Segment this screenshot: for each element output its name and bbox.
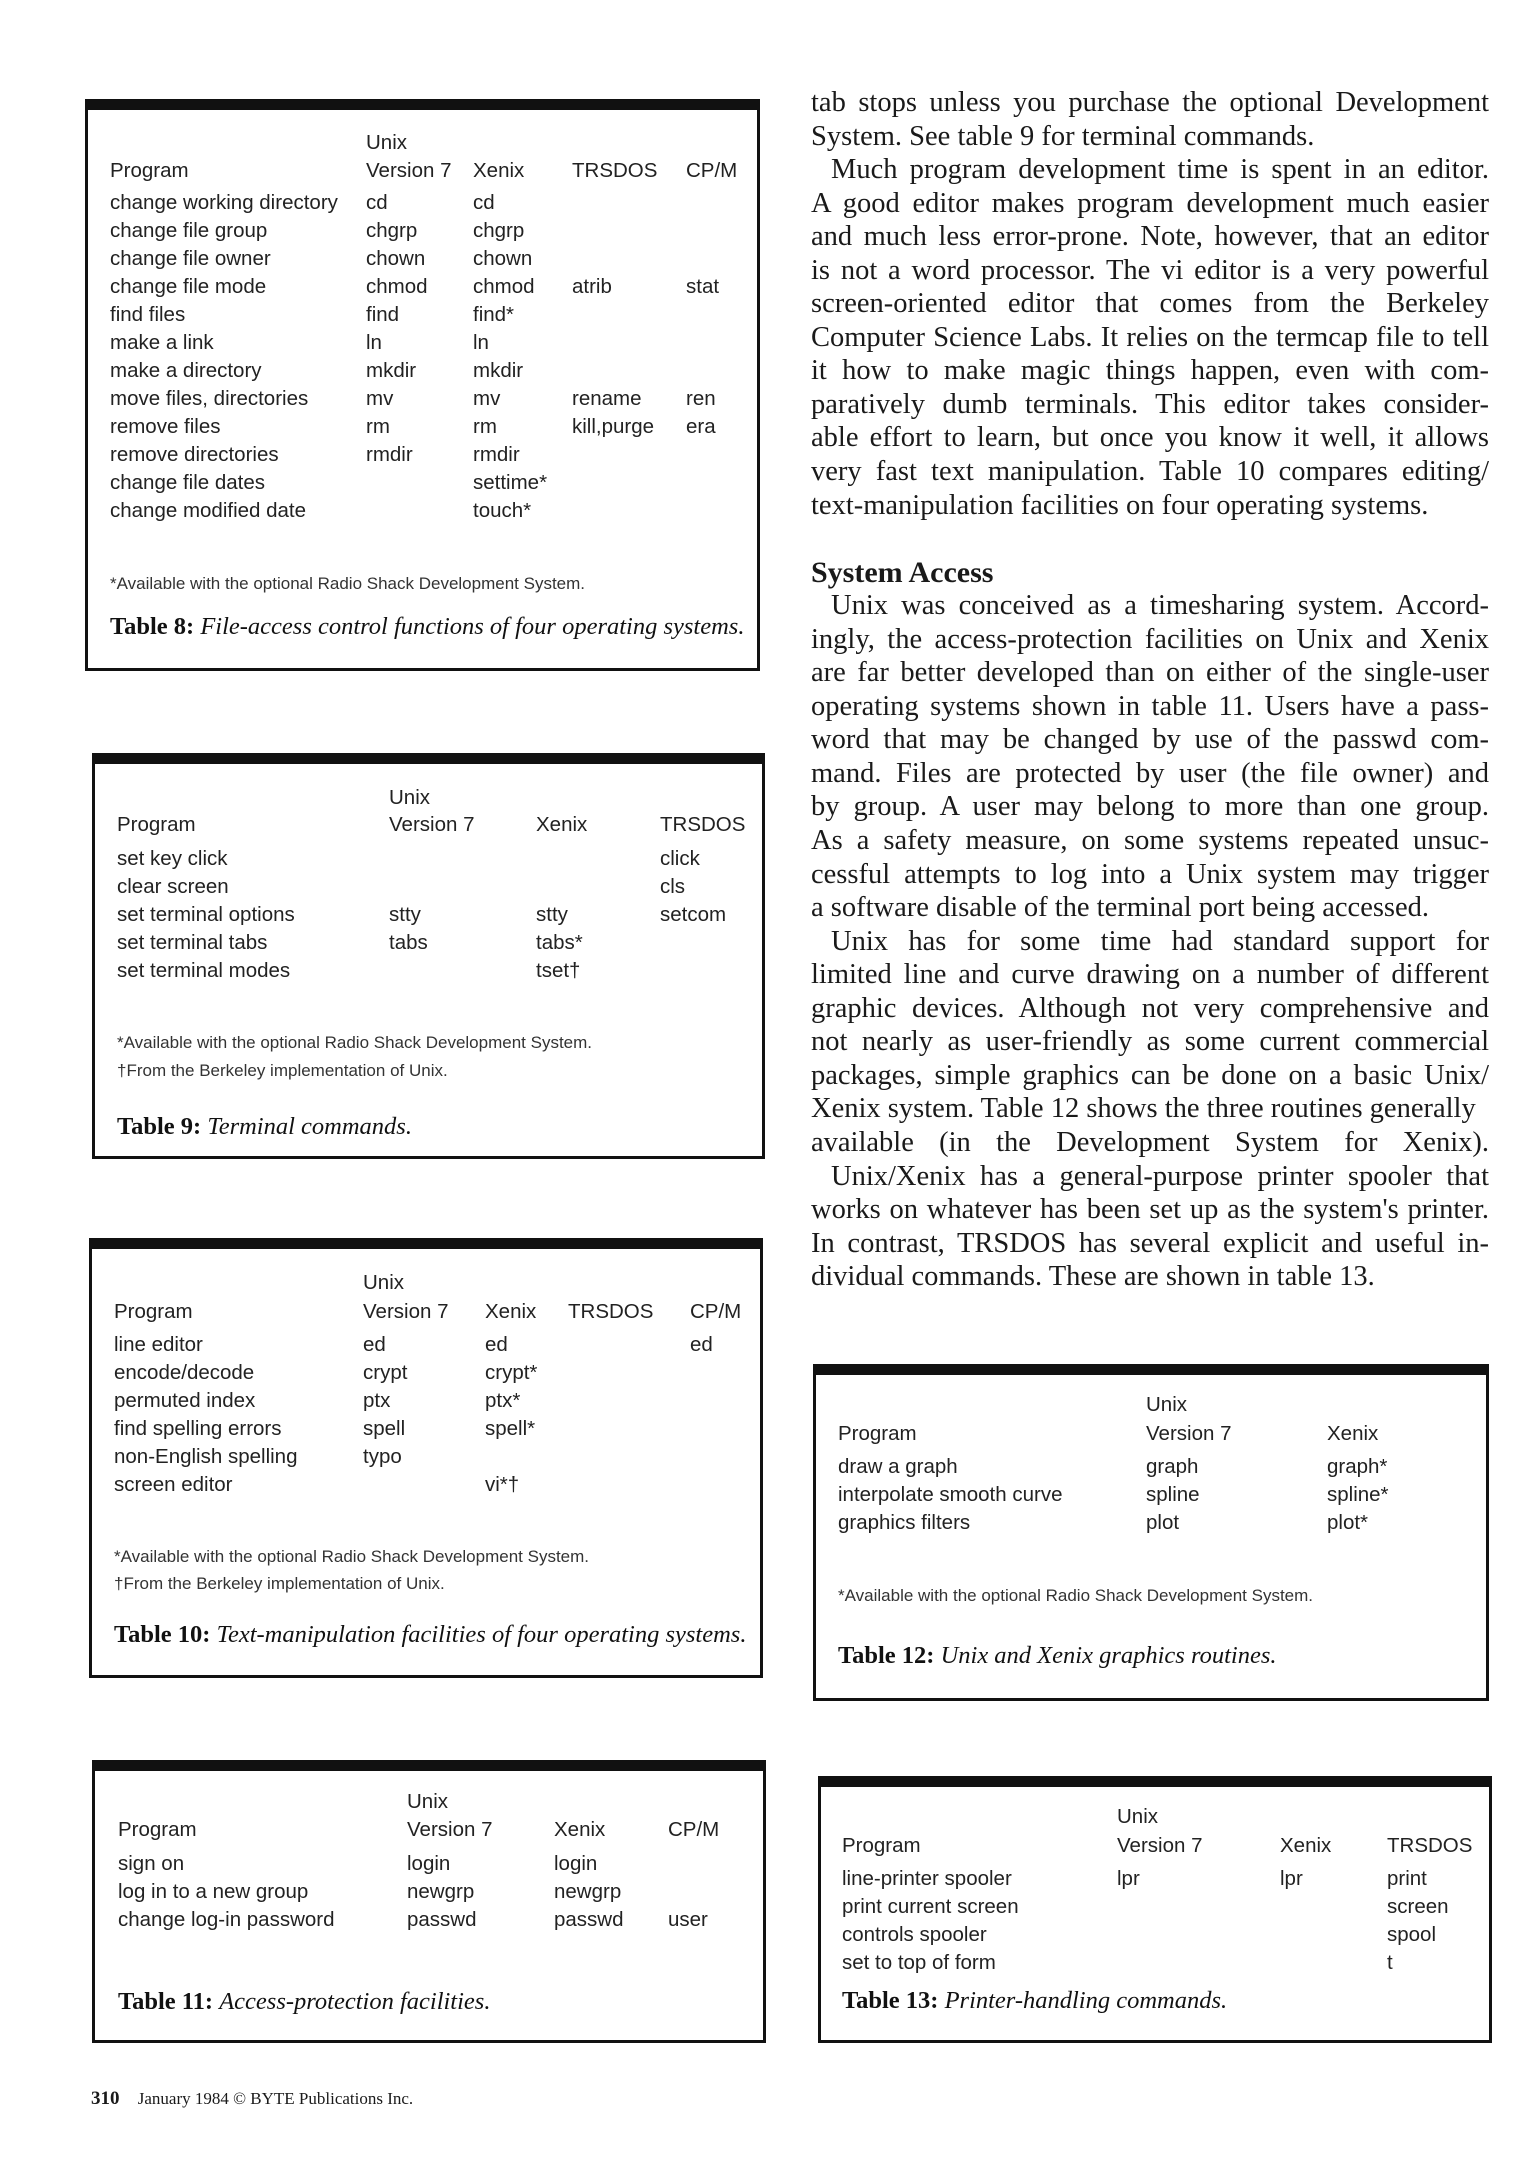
table-column-header: TRSDOS xyxy=(572,159,658,182)
table-cell: lpr xyxy=(1280,1867,1303,1890)
table-cell: spline* xyxy=(1327,1483,1389,1506)
table-row-label: controls spooler xyxy=(842,1923,987,1946)
publication-credit: January 1984 © BYTE Publications Inc. xyxy=(137,2089,414,2108)
table-cell: typo xyxy=(363,1445,402,1468)
table-column-header: Version 7 xyxy=(389,813,475,836)
table-cell: cd xyxy=(473,191,495,214)
page-number: 310 xyxy=(91,2088,120,2109)
table-row-label: set terminal options xyxy=(117,903,295,926)
table-cell: era xyxy=(686,415,716,438)
table-cell: chmod xyxy=(366,275,428,298)
table-column-header: CP/M xyxy=(690,1300,742,1323)
table-caption xyxy=(114,1621,746,1649)
body-text-line: not nearly as user-friendly as some current commercial xyxy=(811,1026,1489,1058)
table-caption-label: Table 8: xyxy=(110,613,195,640)
table-footnote: *Available with the optional Radio Shack Development System. xyxy=(110,574,586,593)
table-row-label: graphics filters xyxy=(838,1511,971,1534)
table-cell: spell xyxy=(363,1417,406,1440)
table-cell: lpr xyxy=(1117,1867,1140,1890)
table-column-header: Program xyxy=(842,1834,921,1857)
table-row-label: remove directories xyxy=(110,443,279,466)
body-text-line: Computer Science Labs. It relies on the termcap file to tell xyxy=(811,321,1489,353)
table-cell: rm xyxy=(366,415,390,438)
table-footnote: *Available with the optional Radio Shack Development System. xyxy=(114,1547,590,1566)
table-cell: ptx* xyxy=(485,1389,521,1412)
body-text-line: packages, simple graphics can be done on a basic Unix/ xyxy=(811,1059,1489,1091)
table-row-label: encode/decode xyxy=(114,1361,255,1384)
table-row-label: non-English spelling xyxy=(114,1445,298,1468)
table-cell: touch* xyxy=(473,499,532,522)
table-caption-text: File-access control functions of four operating systems. xyxy=(200,613,745,640)
table-cell: ln xyxy=(366,331,382,354)
table-cell: ed xyxy=(690,1333,713,1356)
table-column-header: Version 7 xyxy=(1117,1834,1203,1857)
table-cell: print xyxy=(1387,1867,1427,1890)
body-text-line: As a safety measure, on some systems repeated unsuc- xyxy=(811,825,1489,857)
table-caption-text: Access-protection facilities. xyxy=(219,1988,491,2015)
table-cell: find* xyxy=(473,303,515,326)
body-text-line: tab stops unless you purchase the optional Development xyxy=(811,87,1489,118)
table-cell: crypt* xyxy=(485,1361,538,1384)
table-super-header: Unix xyxy=(1117,1805,1159,1828)
table-column-header: Xenix xyxy=(536,813,588,836)
table-caption xyxy=(110,613,744,641)
table-cell: plot* xyxy=(1327,1511,1369,1534)
table-column-header: TRSDOS xyxy=(660,813,746,836)
body-text-line: screen-oriented editor that comes from the Berkeley xyxy=(811,288,1489,320)
table-9 xyxy=(92,753,765,1159)
table-cell: find xyxy=(366,303,400,326)
table-row-label: set terminal tabs xyxy=(117,931,268,954)
section-heading: System Access xyxy=(811,555,994,589)
table-caption xyxy=(842,1987,1227,2015)
body-text-line: graphic devices. Although not very comprehensive and xyxy=(811,992,1489,1024)
table-row-label: sign on xyxy=(118,1852,185,1875)
body-text-line: and much less error-prone. Note, however, that an editor xyxy=(811,221,1489,253)
body-text-line: dividual commands. These are shown in table 13. xyxy=(811,1261,1375,1293)
table-row-label: change modified date xyxy=(110,499,307,522)
table-cell: atrib xyxy=(572,275,612,298)
table-cell: spline xyxy=(1146,1483,1200,1506)
table-cell: ptx xyxy=(363,1389,391,1412)
table-column-header: Xenix xyxy=(485,1300,537,1323)
table-cell: tabs xyxy=(389,931,428,954)
table-13 xyxy=(818,1776,1492,2043)
body-text-line: a software disable of the terminal port being accessed. xyxy=(811,892,1430,924)
table-column-header: TRSDOS xyxy=(1387,1834,1473,1857)
table-cell: newgrp xyxy=(407,1880,475,1903)
table-cell: graph* xyxy=(1327,1455,1388,1478)
table-cell: settime* xyxy=(473,471,548,494)
table-cell: setcom xyxy=(660,903,727,926)
table-cell: rmdir xyxy=(366,443,413,466)
body-text-line: word that may be changed by use of the passwd com- xyxy=(811,724,1489,756)
table-column-header: Program xyxy=(110,159,189,182)
table-caption-text: Text-manipulation facilities of four operating systems. xyxy=(216,1621,747,1648)
table-super-header: Unix xyxy=(1146,1393,1188,1416)
table-cell: stty xyxy=(536,903,568,926)
table-column-header: Xenix xyxy=(473,159,525,182)
table-column-header: Version 7 xyxy=(407,1818,493,1841)
table-column-header: Version 7 xyxy=(1146,1422,1232,1445)
table-cell: newgrp xyxy=(554,1880,622,1903)
table-cell: ren xyxy=(686,387,716,410)
table-column-header: Xenix xyxy=(1327,1422,1379,1445)
body-text-line: Unix has for some time had standard support for xyxy=(831,925,1489,957)
table-caption-text: Unix and Xenix graphics routines. xyxy=(940,1642,1277,1669)
table-cell: ed xyxy=(485,1333,508,1356)
table-caption-label: Table 12: xyxy=(838,1642,935,1669)
body-text-line: Xenix system. Table 12 shows the three routines generally xyxy=(811,1093,1476,1125)
table-cell: kill,purge xyxy=(572,415,655,438)
table-row-label: change log-in password xyxy=(118,1908,335,1931)
table-column-header: TRSDOS xyxy=(568,1300,654,1323)
table-column-header: Xenix xyxy=(1280,1834,1332,1857)
table-footnote: †From the Berkeley implementation of Unix. xyxy=(114,1574,445,1593)
table-cell: chown xyxy=(473,247,533,270)
body-text-line: In contrast, TRSDOS has several explicit and useful in- xyxy=(811,1227,1489,1259)
body-text-line: paratively dumb terminals. This editor takes consider- xyxy=(811,388,1489,420)
table-row-label: change file owner xyxy=(110,247,271,270)
body-text-line xyxy=(811,522,1489,556)
table-cell: passwd xyxy=(407,1908,477,1931)
table-row-label: change file mode xyxy=(110,275,267,298)
table-cell: login xyxy=(407,1852,451,1875)
table-super-header: Unix xyxy=(363,1271,405,1294)
table-row-label: set to top of form xyxy=(842,1951,996,1974)
table-row-label: move files, directories xyxy=(110,387,309,410)
table-cell: ed xyxy=(363,1333,386,1356)
table-column-header: Program xyxy=(114,1300,193,1323)
table-12 xyxy=(813,1364,1489,1701)
table-caption-label: Table 13: xyxy=(842,1987,939,2014)
body-text-line: mand. Files are protected by user (the file owner) and xyxy=(811,757,1489,789)
table-cell: chgrp xyxy=(366,219,418,242)
table-caption-text: Printer-handling commands. xyxy=(944,1987,1228,2014)
table-cell: rmdir xyxy=(473,443,520,466)
table-caption xyxy=(838,1642,1276,1670)
table-column-header: Program xyxy=(118,1818,197,1841)
table-row-label: draw a graph xyxy=(838,1455,958,1478)
table-cell: chown xyxy=(366,247,426,270)
table-cell: rm xyxy=(473,415,497,438)
table-cell: tabs* xyxy=(536,931,583,954)
body-text-line: text-manipulation facilities on four operating systems. xyxy=(811,489,1429,521)
table-super-header: Unix xyxy=(389,786,431,809)
page-footer xyxy=(91,2088,413,2110)
table-cell: spell* xyxy=(485,1417,536,1440)
table-cell: passwd xyxy=(554,1908,624,1931)
table-cell: mv xyxy=(366,387,394,410)
table-column-header: Version 7 xyxy=(366,159,452,182)
table-caption-label: Table 9: xyxy=(117,1113,202,1140)
table-row-label: permuted index xyxy=(114,1389,256,1412)
table-row-label: make a directory xyxy=(110,359,262,382)
table-row-label: screen editor xyxy=(114,1473,233,1496)
table-row-label: log in to a new group xyxy=(118,1880,309,1903)
table-cell: click xyxy=(660,847,700,870)
table-10 xyxy=(89,1238,763,1678)
table-caption-label: Table 11: xyxy=(118,1988,214,2015)
table-cell: mkdir xyxy=(366,359,417,382)
table-cell: stat xyxy=(686,275,720,298)
body-text-line: Much program development time is spent in an editor. xyxy=(831,154,1489,186)
table-8 xyxy=(85,99,760,671)
table-cell: crypt xyxy=(363,1361,408,1384)
body-text-line: by group. A user may belong to more than one group. xyxy=(811,791,1489,823)
body-text-line: cessful attempts to log into a Unix system may trigger xyxy=(811,858,1489,890)
table-row-label: remove files xyxy=(110,415,221,438)
body-text-line: it how to make magic things happen, even with com- xyxy=(811,355,1489,387)
table-row-label: set key click xyxy=(117,847,228,870)
table-cell: user xyxy=(668,1908,708,1931)
table-cell: chgrp xyxy=(473,219,525,242)
body-text-line: System. See table 9 for terminal commands. xyxy=(811,120,1315,152)
table-column-header: CP/M xyxy=(686,159,738,182)
table-cell: chmod xyxy=(473,275,535,298)
body-text-line: Unix was conceived as a timesharing system. Accord- xyxy=(831,590,1489,622)
body-text-line: operating systems shown in table 11. Users have a pass- xyxy=(811,690,1489,722)
table-cell: tset† xyxy=(536,959,581,982)
table-row-label: line editor xyxy=(114,1333,203,1356)
table-cell: screen xyxy=(1387,1895,1449,1918)
table-cell: ln xyxy=(473,331,489,354)
table-row-label: change file group xyxy=(110,219,268,242)
table-cell: login xyxy=(554,1852,598,1875)
table-row-label: interpolate smooth curve xyxy=(838,1483,1063,1506)
table-row-label: make a link xyxy=(110,331,214,354)
table-column-header: CP/M xyxy=(668,1818,720,1841)
table-cell: cls xyxy=(660,875,686,898)
table-column-header: Version 7 xyxy=(363,1300,449,1323)
table-caption xyxy=(118,1988,490,2016)
table-cell: cd xyxy=(366,191,388,214)
table-column-header: Program xyxy=(117,813,196,836)
table-cell: t xyxy=(1387,1951,1393,1974)
table-row-label: set terminal modes xyxy=(117,959,291,982)
body-text-line: are far better developed than on either of the single-user xyxy=(811,657,1489,689)
body-text-line: able effort to learn, but once you know it well, it allows xyxy=(811,422,1489,454)
body-text-line: very fast text manipulation. Table 10 compares editing/ xyxy=(811,456,1489,488)
table-cell: stty xyxy=(389,903,421,926)
body-text-line: available (in the Development System for Xenix). xyxy=(811,1126,1489,1158)
table-cell: vi*† xyxy=(485,1473,520,1496)
table-caption xyxy=(117,1113,412,1141)
table-row-label: find spelling errors xyxy=(114,1417,282,1440)
table-row-label: print current screen xyxy=(842,1895,1019,1918)
table-cell: graph xyxy=(1146,1455,1199,1478)
table-row-label: clear screen xyxy=(117,875,229,898)
body-text-line: works on whatever has been set up as the system's printer. xyxy=(811,1194,1489,1226)
table-row-label: change file dates xyxy=(110,471,266,494)
body-text-line: A good editor makes program development much easier xyxy=(811,187,1489,219)
table-super-header: Unix xyxy=(407,1790,449,1813)
table-caption-label: Table 10: xyxy=(114,1621,211,1648)
table-row-label: find files xyxy=(110,303,186,326)
table-column-header: Xenix xyxy=(554,1818,606,1841)
table-cell: plot xyxy=(1146,1511,1180,1534)
table-cell: mkdir xyxy=(473,359,524,382)
article-body-column xyxy=(811,86,1489,1294)
table-footnote: †From the Berkeley implementation of Unix. xyxy=(117,1061,448,1080)
table-footnote: *Available with the optional Radio Shack Development System. xyxy=(117,1033,593,1052)
table-caption-text: Terminal commands. xyxy=(207,1113,412,1140)
table-cell: rename xyxy=(572,387,642,410)
table-super-header: Unix xyxy=(366,131,408,154)
body-text-line: Unix/Xenix has a general-purpose printer spooler that xyxy=(831,1160,1489,1192)
body-text-line: is not a word processor. The vi editor is a very powerful xyxy=(811,254,1489,286)
table-cell: mv xyxy=(473,387,501,410)
body-text-line: limited line and curve drawing on a number of different xyxy=(811,959,1489,991)
table-footnote: *Available with the optional Radio Shack Development System. xyxy=(838,1586,1314,1605)
table-row-label: line-printer spooler xyxy=(842,1867,1012,1890)
table-11 xyxy=(92,1760,766,2043)
table-column-header: Program xyxy=(838,1422,917,1445)
body-text-line: ingly, the access-protection facilities on Unix and Xenix xyxy=(811,623,1489,655)
table-cell: spool xyxy=(1387,1923,1437,1946)
table-row-label: change working directory xyxy=(110,191,338,214)
